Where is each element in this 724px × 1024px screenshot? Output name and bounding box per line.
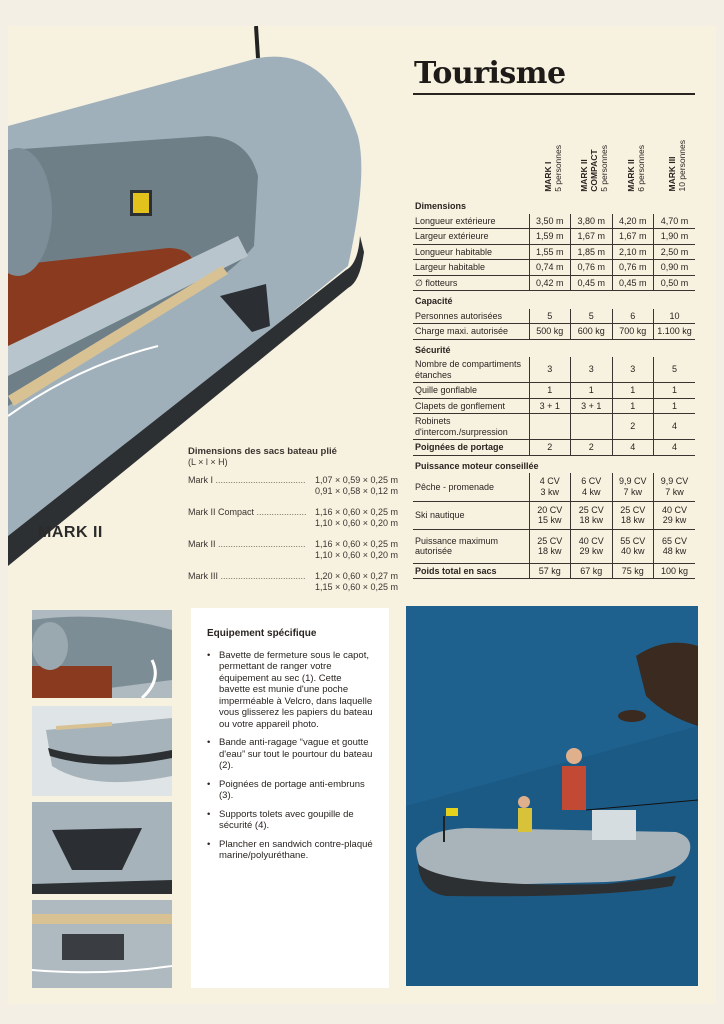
spec-section: Dimensions <box>415 201 467 211</box>
equipment-box <box>191 608 389 988</box>
spec-section: Sécurité <box>415 344 451 355</box>
spec-section: Puissance moteur conseillée <box>415 460 539 471</box>
list-item: • Bande anti-ragage “vague et goutte d'eau” sur tout le pourtour du bateau (2). <box>207 737 375 772</box>
list-item: • Plancher en sandwich contre-plaqué marine/polyuréthane. <box>207 839 375 862</box>
spec-row: Ski nautique 20 CV 15 kw 25 CV 18 kw 25 CV 18 kw 40 CV 29 kw <box>413 501 695 529</box>
bag-row <box>188 539 398 561</box>
thumbnail-tolets <box>32 900 172 988</box>
bag-model: Mark III ..... <box>188 571 306 593</box>
spec-header-row <box>413 106 695 196</box>
spec-table <box>413 106 695 579</box>
spec-row: ∅ flotteurs 0,42 m 0,45 m 0,45 m 0,50 m <box>413 275 695 291</box>
bag-dimensions-subtitle: (L × l × H) <box>188 457 228 467</box>
bag-values: 1,07 × 0,59 × 0,25 m 0,91 × 0,58 × 0,12 m <box>314 475 398 496</box>
hero-caption: MARK II <box>38 524 103 541</box>
spec-row: Quille gonflable 1 1 1 1 <box>413 383 695 399</box>
spec-row: Largeur extérieure 1,59 m 1,67 m 1,67 m 1,90 m <box>413 229 695 245</box>
list-item: • Bavette de fermeture sous le capot, permettant de ranger votre équipement au sec (1). Cette bavette est munie d'une poche imperméable à Velcro, dans laquelle vous glisserez les papiers du bateau ou votre appareil photo. <box>207 650 375 731</box>
bag-values: 1,20 × 0,60 × 0,27 m 1,15 × 0,60 × 0,25 m <box>314 571 398 592</box>
equipment-title: Equipement spécifique <box>207 628 317 639</box>
page-title: Tourisme <box>414 56 566 91</box>
bag-model: Mark I ..... <box>188 475 306 497</box>
spec-row: Longueur extérieure 3,50 m 3,80 m 4,20 m 4,70 m <box>413 214 695 229</box>
list-item: • Poignées de portage anti-embruns (3). <box>207 779 375 802</box>
list-item: • Supports tolets avec goupille de sécurité (4). <box>207 809 375 832</box>
bag-row <box>188 571 398 593</box>
spec-row: Nombre de compartiments étanches 3 3 3 5 <box>413 357 695 383</box>
bag-model: Mark II ..... <box>188 539 306 561</box>
spec-row: Charge maxi. autorisée 500 kg 600 kg 700 kg 1.100 kg <box>413 324 695 340</box>
bag-row <box>188 507 398 529</box>
bag-values: 1,16 × 0,60 × 0,25 m 1,10 × 0,60 × 0,20 m <box>314 507 398 528</box>
spec-col-header: MARK II 6 personnes <box>625 145 646 192</box>
spec-col-header: MARK III 10 personnes <box>667 140 688 192</box>
thumbnail-bande <box>32 706 172 796</box>
spec-row: Robinets d'intercom./surpression 2 4 <box>413 414 695 440</box>
bag-row <box>188 475 398 497</box>
spec-row: Poids total en sacs 57 kg 67 kg 75 kg 100 kg <box>413 563 695 579</box>
thumbnail-bavette <box>32 610 172 698</box>
spec-row: Pêche - promenade 4 CV 3 kw 6 CV 4 kw 9,9 CV 7 kw 9,9 CV 7 kw <box>413 473 695 501</box>
bag-values: 1,16 × 0,60 × 0,25 m 1,10 × 0,60 × 0,20 m <box>314 539 398 560</box>
bag-dimensions-title: Dimensions des sacs bateau plié <box>188 446 337 457</box>
spec-section: Capacité <box>415 296 453 306</box>
equipment-list <box>207 650 375 862</box>
title-rule <box>413 93 695 95</box>
bag-model: Mark II Compact ..... <box>188 507 306 529</box>
spec-row: Puissance maximum autorisée 25 CV 18 kw 40 CV 29 kw 55 CV 40 kw 65 CV 48 kw <box>413 529 695 563</box>
spec-row: Personnes autorisées 5 5 6 10 <box>413 309 695 324</box>
bag-dimensions <box>188 446 398 603</box>
spec-row: Poignées de portage 2 2 4 4 <box>413 440 695 456</box>
spec-row: Clapets de gonflement 3 + 1 3 + 1 1 1 <box>413 398 695 414</box>
spec-row: Largeur habitable 0,74 m 0,76 m 0,76 m 0,90 m <box>413 260 695 276</box>
spec-col-header: MARK I 5 personnes <box>542 145 563 192</box>
sea-photo <box>406 606 698 986</box>
brochure-page <box>8 26 716 1004</box>
thumbnail-poignees <box>32 802 172 894</box>
spec-col-header: MARK II COMPACT 5 personnes <box>579 145 610 192</box>
spec-row: Longueur habitable 1,55 m 1,85 m 2,10 m 2,50 m <box>413 244 695 260</box>
